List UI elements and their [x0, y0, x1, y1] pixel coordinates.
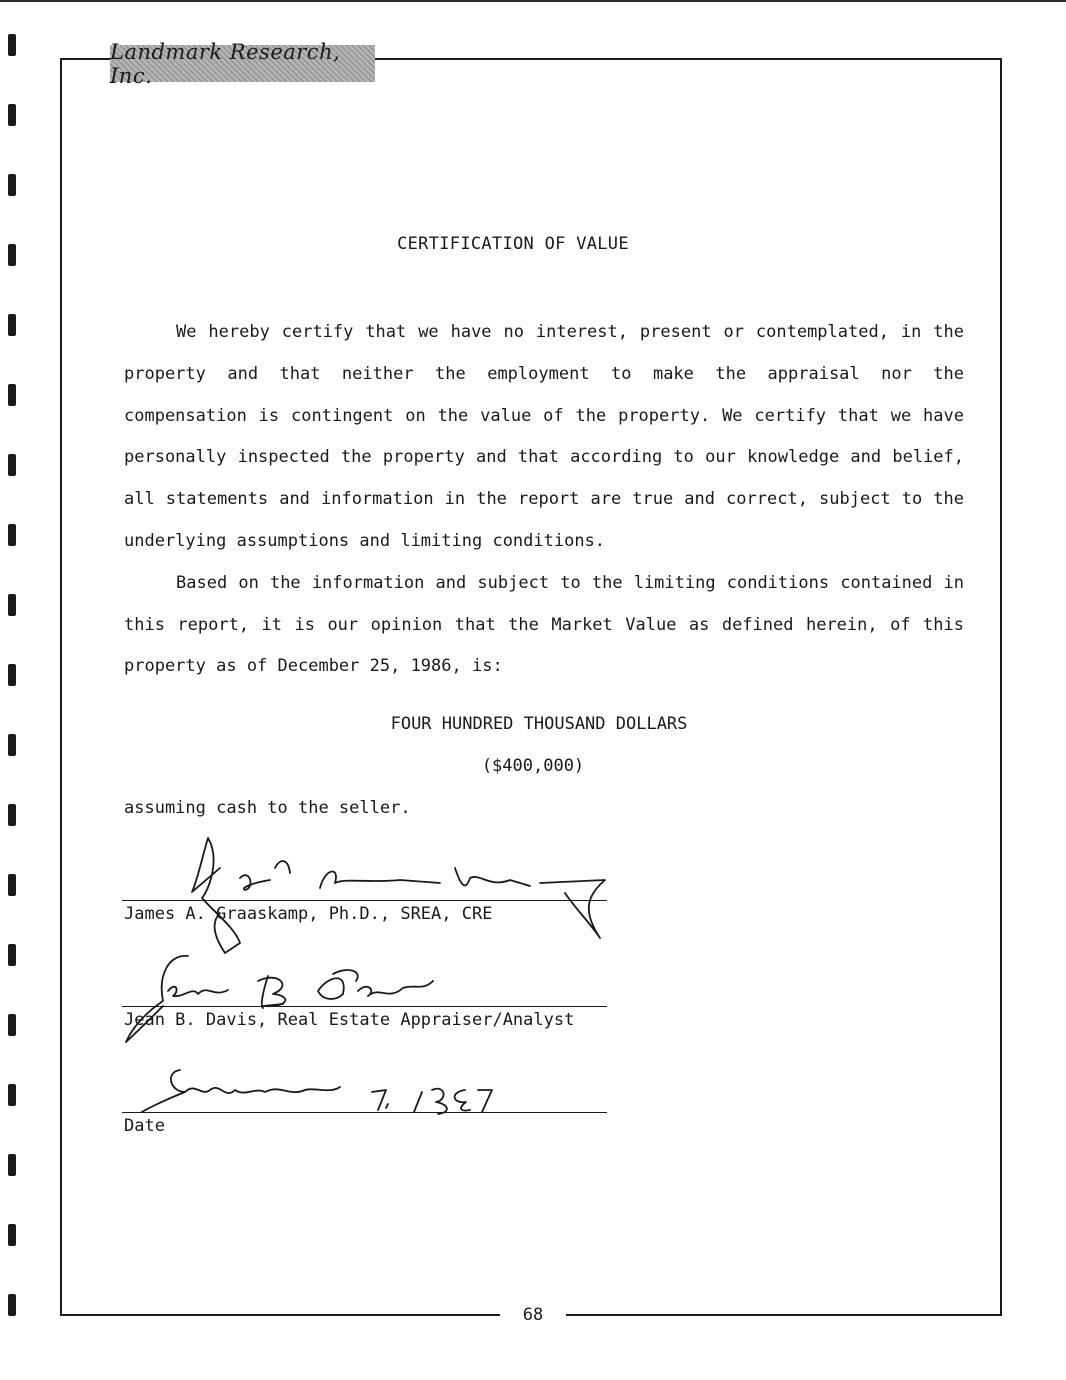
binding-hole — [8, 1154, 16, 1176]
handwritten-date — [140, 1062, 510, 1122]
market-value-words: FOUR HUNDRED THOUSAND DOLLARS — [390, 714, 688, 734]
signer-2-name: Jean B. Davis, Real Estate Appraiser/Analyst — [124, 1010, 575, 1030]
opinion-paragraph: Based on the information and subject to the limiting conditions contained in this report, it is our opinion that the Market Value as defined herein, of this property as of December 25, 1986, is: — [124, 572, 964, 677]
binding-hole — [8, 524, 16, 546]
company-logo — [110, 39, 375, 88]
signer-1-name: James A. Graaskamp, Ph.D., SREA, CRE — [124, 904, 493, 924]
market-value-number: ($400,000) — [481, 756, 585, 776]
signature-line-1 — [122, 900, 607, 901]
signature-graaskamp — [180, 828, 610, 958]
binding-hole — [8, 944, 16, 966]
binding-holes — [8, 34, 20, 1354]
document-title: CERTIFICATION OF VALUE — [397, 234, 629, 254]
date-label: Date — [124, 1116, 165, 1136]
binding-hole — [8, 314, 16, 336]
binding-hole — [8, 1224, 16, 1246]
top-edge-rule — [0, 0, 1066, 2]
binding-hole — [8, 1014, 16, 1036]
logo-text: Landmark Research, Inc. — [110, 39, 341, 88]
date-line — [122, 1112, 607, 1113]
binding-hole — [8, 1084, 16, 1106]
binding-hole — [8, 174, 16, 196]
signature-davis — [118, 946, 448, 1046]
binding-hole — [8, 34, 16, 56]
signature-line-2 — [122, 1006, 607, 1007]
binding-hole — [8, 454, 16, 476]
binding-hole — [8, 104, 16, 126]
binding-hole — [8, 874, 16, 896]
assumption-text: assuming cash to the seller. — [124, 798, 411, 818]
binding-hole — [8, 594, 16, 616]
binding-hole — [8, 804, 16, 826]
binding-hole — [8, 1294, 16, 1316]
binding-hole — [8, 664, 16, 686]
certification-paragraph: We hereby certify that we have no interest, present or contemplated, in the property and that neither the employment to make the appraisal nor the compensation is contingent on the value of the property. We certify that we have personally inspected the property and that according to our knowledge and belief, all statements and information in the report are true and correct, subject to the underlying assumptions and limiting conditions. — [124, 322, 964, 551]
binding-hole — [8, 384, 16, 406]
binding-hole — [8, 734, 16, 756]
page-number: 68 — [500, 1302, 566, 1328]
certification-body — [124, 312, 964, 688]
